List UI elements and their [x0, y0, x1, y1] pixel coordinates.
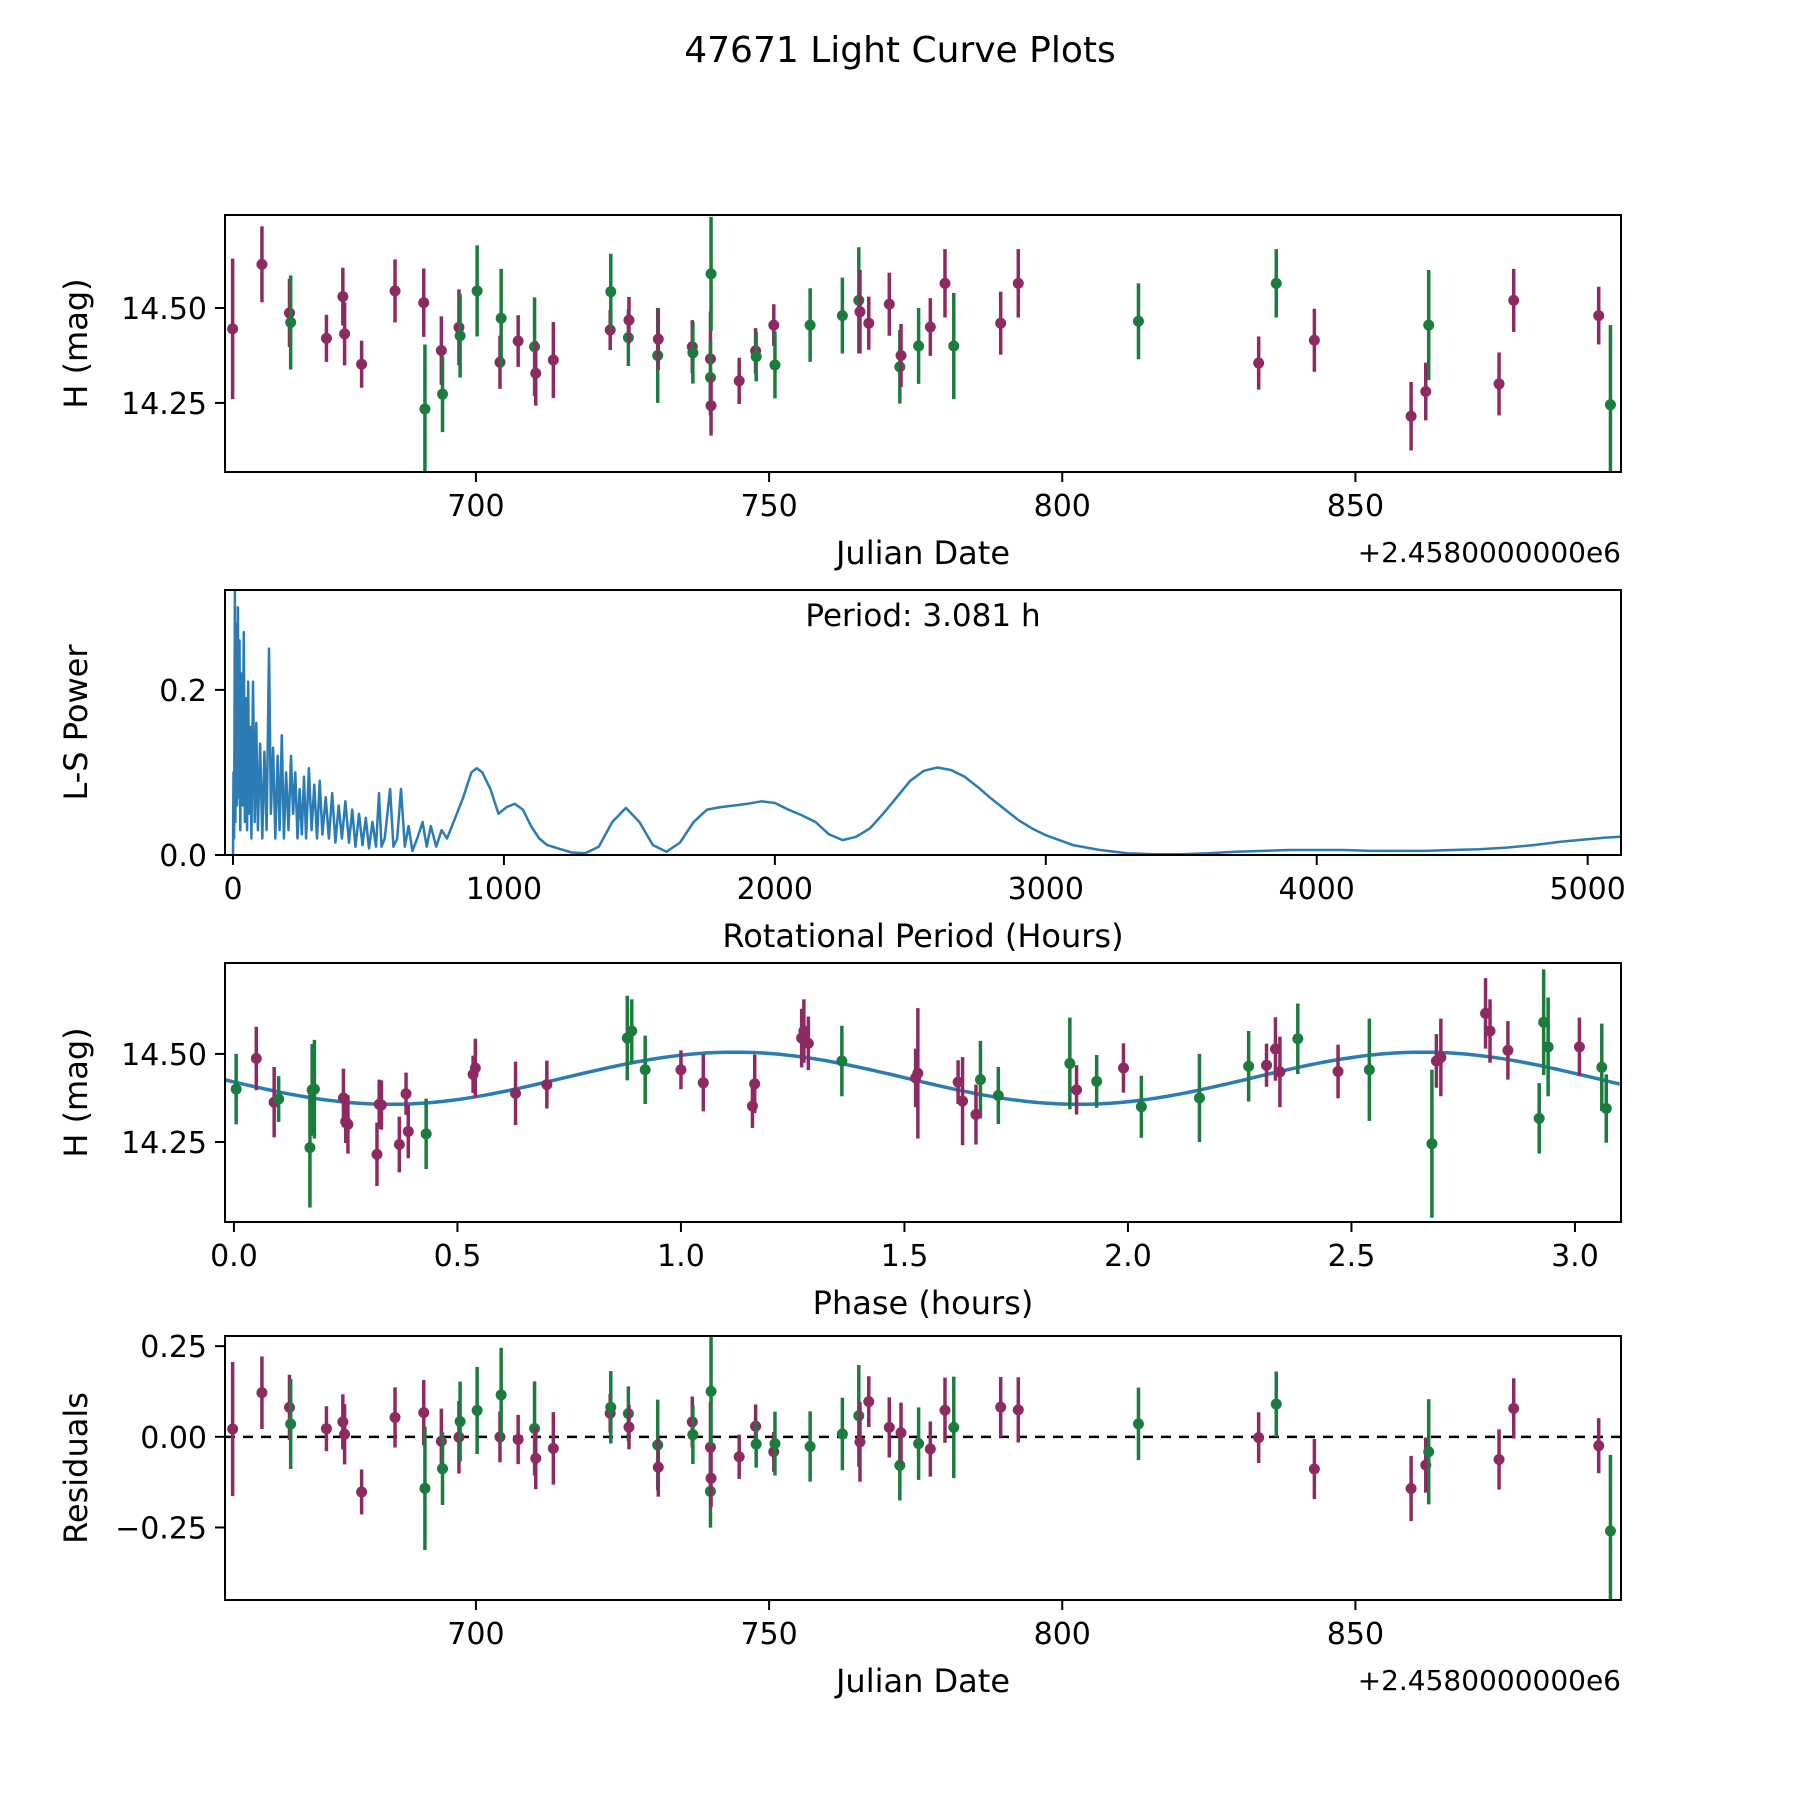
phase_folded-data-point [309, 1084, 320, 1095]
lightcurve_jd-data-point [356, 359, 367, 370]
lightcurve_jd-data-point [706, 400, 717, 411]
lightcurve_jd-data-point [1406, 411, 1417, 422]
panel-periodogram [57, 590, 1626, 955]
lightcurve_jd-data-point [472, 285, 483, 296]
residuals_jd-xtick-label: 800 [1033, 1617, 1091, 1652]
lightcurve_jd-data-point [706, 268, 717, 279]
residuals_jd-xtick-label: 750 [740, 1617, 798, 1652]
residuals_jd-data-point [339, 1429, 350, 1440]
residuals_jd-data-point [530, 1453, 541, 1464]
residuals_jd-data-point [939, 1405, 950, 1416]
phase_folded-data-point [1426, 1138, 1437, 1149]
residuals_jd-data-point [1423, 1446, 1434, 1457]
residuals_jd-data-point [418, 1407, 429, 1418]
residuals_jd-data-point [356, 1486, 367, 1497]
phase_folded-data-point [401, 1088, 412, 1099]
phase_folded-data-point [403, 1126, 414, 1137]
residuals_jd-data-point [1309, 1464, 1320, 1475]
residuals_jd-data-point [687, 1429, 698, 1440]
phase_folded-data-point [1118, 1063, 1129, 1074]
phase_folded-xtick-label: 1.0 [657, 1239, 705, 1274]
residuals_jd-data-point [513, 1434, 524, 1445]
phase_folded-data-point [1292, 1033, 1303, 1044]
lightcurve_jd-data-point [925, 321, 936, 332]
lightcurve_jd-data-point [418, 297, 429, 308]
lightcurve_jd-data-point [1271, 278, 1282, 289]
phase_folded-data-point [1596, 1062, 1607, 1073]
lightcurve_jd-data-point [995, 318, 1006, 329]
residuals_jd-data-point [837, 1429, 848, 1440]
phase_folded-axes-frame [225, 963, 1621, 1222]
phase_folded-data-point [376, 1100, 387, 1111]
residuals_jd-data-point [455, 1416, 466, 1427]
phase_folded-data-point [1194, 1092, 1205, 1103]
lightcurve_jd-data-point [884, 299, 895, 310]
residuals_jd-data-point [256, 1387, 267, 1398]
residuals_jd-data-point [863, 1396, 874, 1407]
lightcurve_jd-data-point [256, 259, 267, 270]
phase_folded-data-point [993, 1090, 1004, 1101]
phase_folded-xtick-label: 0.5 [433, 1239, 482, 1274]
periodogram-xtick-label: 0 [223, 872, 243, 907]
phase_folded-data-point [836, 1055, 847, 1066]
lightcurve_jd-data-point [769, 359, 780, 370]
lightcurve_jd-data-point [948, 340, 959, 351]
lightcurve_jd-data-point [751, 351, 762, 362]
panel-phase-folded [57, 963, 1621, 1322]
phase_folded-data-point [273, 1094, 284, 1105]
phase_folded-ylabel: H (mag) [57, 1027, 95, 1158]
lightcurve_jd-data-point [321, 333, 332, 344]
phase_folded-data-point [1601, 1103, 1612, 1114]
residuals_jd-data-point [1253, 1432, 1264, 1443]
lightcurve_jd-data-point [530, 368, 541, 379]
lightcurve_jd-data-point [1494, 378, 1505, 389]
periodogram-xtick-label: 1000 [465, 872, 543, 907]
periodogram-xlabel: Rotational Period (Hours) [722, 917, 1124, 955]
residuals_jd-data-point [1406, 1483, 1417, 1494]
residuals_jd-data-point [1508, 1403, 1519, 1414]
phase_folded-data-point [970, 1109, 981, 1120]
lightcurve_jd-data-point [227, 323, 238, 334]
phase_folded-data-point [957, 1096, 968, 1107]
lightcurve_jd-xtick-label: 750 [740, 489, 798, 524]
phase_folded-data-point [975, 1074, 986, 1085]
phase_folded-data-point [470, 1063, 481, 1074]
lightcurve_jd-data-point [1253, 358, 1264, 369]
lightcurve_jd-data-point [285, 317, 296, 328]
lightcurve_jd-data-point [339, 328, 350, 339]
lightcurve_jd-data-point [687, 347, 698, 358]
residuals_jd-data-point [1605, 1526, 1616, 1537]
phase_folded-data-point [510, 1088, 521, 1099]
lightcurve_jd-data-point [653, 334, 664, 345]
lightcurve_jd-data-point [436, 345, 447, 356]
lightcurve_jd-data-point [768, 320, 779, 331]
phase_folded-data-point [1431, 1055, 1442, 1066]
lightcurve_jd-xlabel: Julian Date [835, 534, 1011, 572]
residuals_jd-data-point [913, 1438, 924, 1449]
periodogram-ytick-label: 0.2 [159, 673, 207, 709]
phase_folded-data-point [1071, 1084, 1082, 1095]
phase_folded-data-point [626, 1026, 637, 1037]
lightcurve_jd-data-point [913, 340, 924, 351]
residuals_jd-data-point [496, 1389, 507, 1400]
phase_folded-data-point [1534, 1113, 1545, 1124]
residuals_jd-data-point [948, 1422, 959, 1433]
lightcurve_jd-ytick-label: 14.25 [121, 386, 207, 422]
phase_folded-data-point [421, 1128, 432, 1139]
phase_folded-data-point [1274, 1066, 1285, 1077]
residuals_jd-xtick-label: 850 [1326, 1617, 1385, 1652]
lightcurve_jd-data-point [437, 389, 448, 400]
lightcurve_jd-xtick-label: 800 [1033, 489, 1091, 524]
lightcurve_jd-data-point [939, 278, 950, 289]
phase_folded-data-point [1502, 1045, 1513, 1056]
lightcurve_jd-data-point [390, 285, 401, 296]
lightcurve_jd-data-point [837, 310, 848, 321]
periodogram-xtick-label: 3000 [1007, 872, 1084, 907]
lightcurve_jd-data-point [854, 306, 865, 317]
periodogram-xtick-label: 4000 [1278, 872, 1355, 907]
residuals_jd-data-point [896, 1427, 907, 1438]
lightcurve_jd-data-point [1605, 399, 1616, 410]
residuals_jd-data-point [769, 1438, 780, 1449]
phase_folded-xlabel: Phase (hours) [812, 1284, 1034, 1322]
residuals_jd-ytick-label: 0.25 [140, 1330, 207, 1366]
lightcurve_jd-data-point [1420, 386, 1431, 397]
phase_folded-ytick-label: 14.25 [121, 1126, 207, 1162]
lightcurve_jd-data-point [1593, 310, 1604, 321]
phase_folded-xtick-label: 2.5 [1327, 1239, 1376, 1274]
lightcurve_jd-data-point [337, 291, 348, 302]
phase_folded-data-point [698, 1077, 709, 1088]
phase_folded-data-point [1064, 1058, 1075, 1069]
residuals_jd-data-point [605, 1402, 616, 1413]
residuals_jd-ytick-label: −0.25 [115, 1511, 207, 1547]
phase_folded-data-point [1364, 1064, 1375, 1075]
residuals_jd-data-point [337, 1416, 348, 1427]
lightcurve_jd-data-point [623, 315, 634, 326]
residuals_jd-data-point [623, 1422, 634, 1433]
phase_folded-data-point [231, 1084, 242, 1095]
residuals_jd-x-offset-text: +2.4580000000e6 [1357, 1664, 1621, 1697]
residuals_jd-data-point [925, 1444, 936, 1455]
lightcurve_jd-data-point [896, 350, 907, 361]
phase_folded-data-point [749, 1078, 760, 1089]
residuals_jd-data-point [1013, 1404, 1024, 1415]
residuals_jd-data-point [472, 1405, 483, 1416]
residuals_jd-data-point [751, 1439, 762, 1450]
lightcurve_jd-data-point [1309, 335, 1320, 346]
panel-residuals [57, 1330, 1621, 1700]
residuals_jd-data-point [734, 1451, 745, 1462]
lightcurve_jd-ylabel: H (mag) [57, 278, 95, 409]
lightcurve_jd-ytick-label: 14.50 [121, 292, 207, 328]
residuals_jd-data-point [1133, 1418, 1144, 1429]
phase_folded-data-point [371, 1149, 382, 1160]
lightcurve_jd-data-point [419, 403, 430, 414]
best-period-annotation: Period: 3.081 h [805, 598, 1041, 634]
periodogram-xtick-label: 2000 [736, 872, 814, 907]
lightcurve_jd-data-point [455, 330, 466, 341]
lightcurve_jd-data-point [1508, 295, 1519, 306]
residuals_jd-ytick-label: 0.00 [140, 1420, 207, 1456]
phase_folded-data-point [675, 1064, 686, 1075]
phase_folded-data-point [1091, 1076, 1102, 1087]
residuals_jd-data-point [227, 1424, 238, 1435]
phase_folded-data-point [1574, 1041, 1585, 1052]
residuals_jd-data-point [1593, 1440, 1604, 1451]
residuals_jd-data-point [437, 1463, 448, 1474]
phase_folded-xtick-label: 2.0 [1104, 1239, 1152, 1274]
sinusoid-fit-curve [225, 1052, 1620, 1104]
phase_folded-data-point [798, 1026, 809, 1037]
residuals_jd-data-point [419, 1483, 430, 1494]
phase_folded-data-point [541, 1079, 552, 1090]
lightcurve_jd-x-offset-text: +2.4580000000e6 [1357, 536, 1621, 569]
phase_folded-data-point [640, 1064, 651, 1075]
residuals_jd-data-point [653, 1462, 664, 1473]
phase_folded-data-point [1543, 1041, 1554, 1052]
lightcurve_jd-data-point [548, 355, 559, 366]
residuals_jd-data-point [805, 1441, 816, 1452]
phase_folded-xtick-label: 1.5 [880, 1239, 929, 1274]
phase_folded-data-point [910, 1072, 921, 1083]
lightcurve_jd-data-point [513, 336, 524, 347]
phase_folded-data-point [304, 1142, 315, 1153]
residuals_jd-ylabel: Residuals [57, 1392, 95, 1544]
phase_folded-data-point [251, 1053, 262, 1064]
lightcurve_jd-data-point [496, 313, 507, 324]
lightcurve_jd-data-point [863, 318, 874, 329]
phase_folded-ytick-label: 14.50 [121, 1037, 207, 1073]
phase_folded-data-point [394, 1139, 405, 1150]
phase_folded-data-point [1136, 1101, 1147, 1112]
figure-title: 47671 Light Curve Plots [684, 30, 1116, 71]
residuals_jd-xlabel: Julian Date [835, 1662, 1011, 1700]
residuals_jd-xtick-label: 700 [447, 1617, 505, 1652]
residuals_jd-data-point [1494, 1454, 1505, 1465]
residuals_jd-data-point [548, 1443, 559, 1454]
residuals_jd-data-point [706, 1386, 717, 1397]
residuals_jd-data-point [995, 1402, 1006, 1413]
residuals_jd-data-point [321, 1423, 332, 1434]
phase_folded-xtick-label: 0.0 [210, 1239, 258, 1274]
lightcurve_jd-data-point [1133, 316, 1144, 327]
lightcurve_jd-data-point [605, 286, 616, 297]
phase_folded-data-point [342, 1119, 353, 1130]
lightcurve_jd-data-point [734, 375, 745, 386]
lightcurve_jd-data-point [1423, 320, 1434, 331]
panel-lightcurve-jd [57, 215, 1621, 572]
phase_folded-data-point [1485, 1026, 1496, 1037]
residuals_jd-data-point [884, 1422, 895, 1433]
residuals_jd-data-point [854, 1436, 865, 1447]
residuals_jd-data-point [706, 1473, 717, 1484]
residuals_jd-data-point [285, 1419, 296, 1430]
periodogram-xtick-label: 5000 [1549, 872, 1626, 907]
phase_folded-data-point [1261, 1060, 1272, 1071]
residuals_jd-data-point [390, 1412, 401, 1423]
lightcurve_jd-xtick-label: 700 [447, 489, 505, 524]
phase_folded-data-point [1243, 1061, 1254, 1072]
phase_folded-data-point [1333, 1066, 1344, 1077]
lightcurve_jd-data-point [805, 320, 816, 331]
lightcurve_jd-data-point [1013, 278, 1024, 289]
periodogram-ylabel: L-S Power [57, 644, 95, 801]
phase_folded-xtick-label: 3.0 [1551, 1239, 1599, 1274]
periodogram-ytick-label: 0.0 [159, 839, 207, 874]
lightcurve_jd-xtick-label: 850 [1326, 489, 1385, 524]
residuals_jd-data-point [1271, 1399, 1282, 1410]
